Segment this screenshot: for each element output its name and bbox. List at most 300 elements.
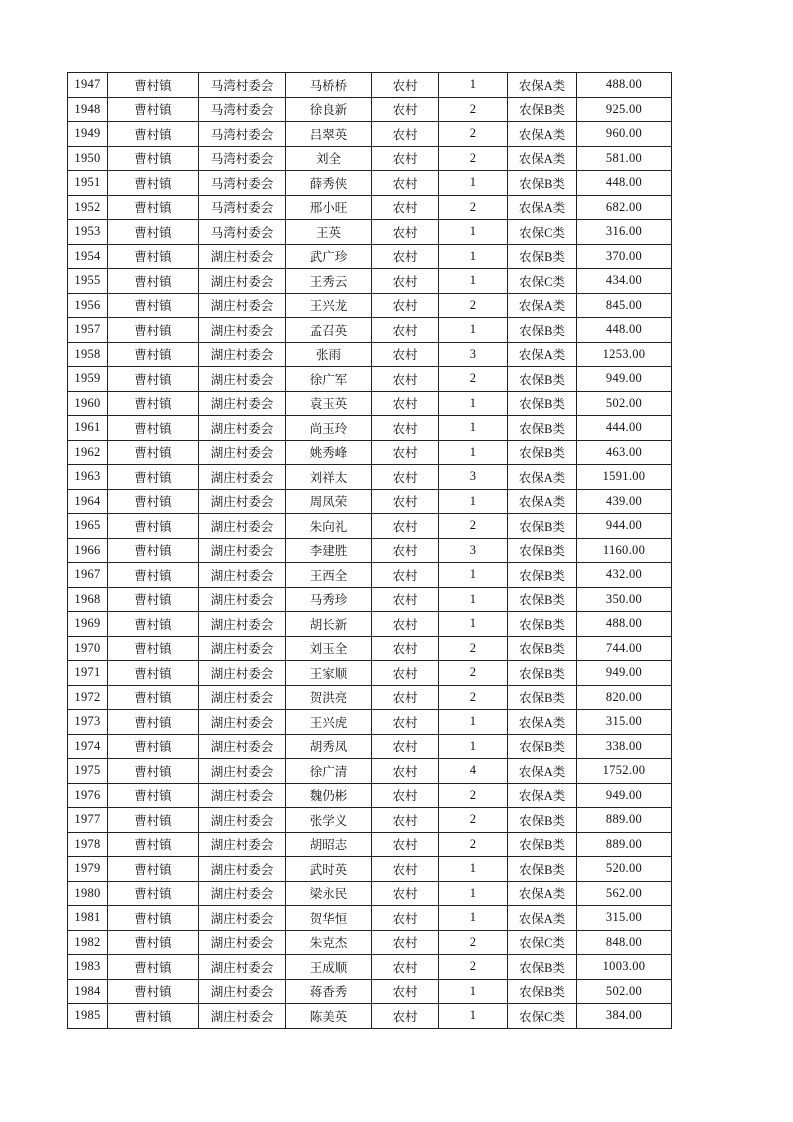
household-type-cell: 农村 (372, 955, 439, 980)
family-size-cell: 2 (439, 122, 508, 147)
insurance-category-cell: 农保C类 (508, 220, 577, 245)
household-type-cell: 农村 (372, 220, 439, 245)
township-cell: 曹村镇 (108, 195, 199, 220)
person-name-cell: 尚玉玲 (286, 416, 372, 441)
table-row (68, 1004, 672, 1029)
row-number-cell: 1958 (68, 342, 108, 367)
row-number-cell: 1970 (68, 636, 108, 661)
row-number-cell: 1968 (68, 587, 108, 612)
amount-cell: 488.00 (577, 612, 672, 637)
village-committee-cell: 湖庄村委会 (199, 808, 286, 833)
township-cell: 曹村镇 (108, 661, 199, 686)
row-number-cell: 1977 (68, 808, 108, 833)
insurance-category-cell: 农保B类 (508, 97, 577, 122)
data-table (67, 72, 672, 1029)
person-name-cell: 马桥桥 (286, 73, 372, 98)
table-row (68, 465, 672, 490)
amount-cell: 1160.00 (577, 538, 672, 563)
row-number-cell: 1981 (68, 906, 108, 931)
village-committee-cell: 湖庄村委会 (199, 955, 286, 980)
village-committee-cell: 湖庄村委会 (199, 440, 286, 465)
amount-cell: 502.00 (577, 391, 672, 416)
township-cell: 曹村镇 (108, 979, 199, 1004)
person-name-cell: 蒋香秀 (286, 979, 372, 1004)
township-cell: 曹村镇 (108, 73, 199, 98)
township-cell: 曹村镇 (108, 97, 199, 122)
insurance-category-cell: 农保C类 (508, 930, 577, 955)
insurance-category-cell: 农保A类 (508, 881, 577, 906)
family-size-cell: 1 (439, 269, 508, 294)
person-name-cell: 马秀珍 (286, 587, 372, 612)
person-name-cell: 刘祥太 (286, 465, 372, 490)
amount-cell: 448.00 (577, 171, 672, 196)
table-row (68, 391, 672, 416)
insurance-category-cell: 农保B类 (508, 636, 577, 661)
township-cell: 曹村镇 (108, 538, 199, 563)
row-number-cell: 1964 (68, 489, 108, 514)
village-committee-cell: 湖庄村委会 (199, 636, 286, 661)
village-committee-cell: 湖庄村委会 (199, 538, 286, 563)
table-row (68, 146, 672, 171)
amount-cell: 439.00 (577, 489, 672, 514)
household-type-cell: 农村 (372, 440, 439, 465)
table-body (68, 73, 672, 1029)
insurance-category-cell: 农保B类 (508, 440, 577, 465)
household-type-cell: 农村 (372, 416, 439, 441)
household-type-cell: 农村 (372, 391, 439, 416)
family-size-cell: 1 (439, 318, 508, 343)
household-type-cell: 农村 (372, 759, 439, 784)
table-row (68, 538, 672, 563)
insurance-category-cell: 农保C类 (508, 269, 577, 294)
village-committee-cell: 湖庄村委会 (199, 906, 286, 931)
household-type-cell: 农村 (372, 979, 439, 1004)
table-row (68, 710, 672, 735)
person-name-cell: 徐广军 (286, 367, 372, 392)
township-cell: 曹村镇 (108, 342, 199, 367)
insurance-category-cell: 农保B类 (508, 734, 577, 759)
family-size-cell: 1 (439, 1004, 508, 1029)
household-type-cell: 农村 (372, 465, 439, 490)
row-number-cell: 1978 (68, 832, 108, 857)
family-size-cell: 2 (439, 783, 508, 808)
amount-cell: 315.00 (577, 906, 672, 931)
insurance-category-cell: 农保B类 (508, 367, 577, 392)
family-size-cell: 2 (439, 808, 508, 833)
insurance-category-cell: 农保A类 (508, 73, 577, 98)
household-type-cell: 农村 (372, 195, 439, 220)
insurance-category-cell: 农保B类 (508, 955, 577, 980)
household-type-cell: 农村 (372, 269, 439, 294)
table-row (68, 97, 672, 122)
family-size-cell: 2 (439, 514, 508, 539)
row-number-cell: 1953 (68, 220, 108, 245)
village-committee-cell: 马湾村委会 (199, 171, 286, 196)
amount-cell: 370.00 (577, 244, 672, 269)
household-type-cell: 农村 (372, 73, 439, 98)
household-type-cell: 农村 (372, 906, 439, 931)
amount-cell: 502.00 (577, 979, 672, 1004)
amount-cell: 845.00 (577, 293, 672, 318)
village-committee-cell: 马湾村委会 (199, 73, 286, 98)
person-name-cell: 武时英 (286, 857, 372, 882)
row-number-cell: 1962 (68, 440, 108, 465)
township-cell: 曹村镇 (108, 710, 199, 735)
person-name-cell: 吕翠英 (286, 122, 372, 147)
person-name-cell: 王兴龙 (286, 293, 372, 318)
person-name-cell: 王西全 (286, 563, 372, 588)
row-number-cell: 1976 (68, 783, 108, 808)
family-size-cell: 2 (439, 636, 508, 661)
family-size-cell: 3 (439, 538, 508, 563)
household-type-cell: 农村 (372, 783, 439, 808)
family-size-cell: 1 (439, 857, 508, 882)
township-cell: 曹村镇 (108, 685, 199, 710)
table-row (68, 881, 672, 906)
family-size-cell: 1 (439, 734, 508, 759)
insurance-category-cell: 农保A类 (508, 906, 577, 931)
family-size-cell: 2 (439, 955, 508, 980)
village-committee-cell: 湖庄村委会 (199, 244, 286, 269)
family-size-cell: 1 (439, 710, 508, 735)
row-number-cell: 1972 (68, 685, 108, 710)
person-name-cell: 朱克杰 (286, 930, 372, 955)
household-type-cell: 农村 (372, 734, 439, 759)
table-row (68, 783, 672, 808)
family-size-cell: 2 (439, 97, 508, 122)
insurance-category-cell: 农保B类 (508, 416, 577, 441)
row-number-cell: 1955 (68, 269, 108, 294)
person-name-cell: 袁玉英 (286, 391, 372, 416)
person-name-cell: 邢小旺 (286, 195, 372, 220)
township-cell: 曹村镇 (108, 146, 199, 171)
township-cell: 曹村镇 (108, 857, 199, 882)
township-cell: 曹村镇 (108, 244, 199, 269)
household-type-cell: 农村 (372, 710, 439, 735)
table-row (68, 489, 672, 514)
township-cell: 曹村镇 (108, 122, 199, 147)
household-type-cell: 农村 (372, 661, 439, 686)
township-cell: 曹村镇 (108, 220, 199, 245)
township-cell: 曹村镇 (108, 416, 199, 441)
township-cell: 曹村镇 (108, 881, 199, 906)
table-row (68, 587, 672, 612)
amount-cell: 315.00 (577, 710, 672, 735)
table-row (68, 979, 672, 1004)
row-number-cell: 1947 (68, 73, 108, 98)
township-cell: 曹村镇 (108, 293, 199, 318)
village-committee-cell: 湖庄村委会 (199, 881, 286, 906)
person-name-cell: 胡长新 (286, 612, 372, 637)
village-committee-cell: 湖庄村委会 (199, 391, 286, 416)
table-row (68, 612, 672, 637)
township-cell: 曹村镇 (108, 367, 199, 392)
person-name-cell: 薛秀侠 (286, 171, 372, 196)
village-committee-cell: 湖庄村委会 (199, 1004, 286, 1029)
village-committee-cell: 湖庄村委会 (199, 489, 286, 514)
person-name-cell: 周凤荣 (286, 489, 372, 514)
amount-cell: 444.00 (577, 416, 672, 441)
village-committee-cell: 湖庄村委会 (199, 293, 286, 318)
row-number-cell: 1956 (68, 293, 108, 318)
household-type-cell: 农村 (372, 293, 439, 318)
table-row (68, 514, 672, 539)
row-number-cell: 1980 (68, 881, 108, 906)
family-size-cell: 1 (439, 906, 508, 931)
person-name-cell: 刘玉全 (286, 636, 372, 661)
household-type-cell: 农村 (372, 122, 439, 147)
person-name-cell: 张雨 (286, 342, 372, 367)
table-row (68, 440, 672, 465)
household-type-cell: 农村 (372, 514, 439, 539)
family-size-cell: 1 (439, 979, 508, 1004)
village-committee-cell: 马湾村委会 (199, 122, 286, 147)
table-row (68, 808, 672, 833)
person-name-cell: 张学义 (286, 808, 372, 833)
township-cell: 曹村镇 (108, 930, 199, 955)
amount-cell: 820.00 (577, 685, 672, 710)
township-cell: 曹村镇 (108, 636, 199, 661)
insurance-category-cell: 农保B类 (508, 587, 577, 612)
row-number-cell: 1957 (68, 318, 108, 343)
village-committee-cell: 湖庄村委会 (199, 734, 286, 759)
insurance-category-cell: 农保A类 (508, 465, 577, 490)
village-committee-cell: 湖庄村委会 (199, 587, 286, 612)
family-size-cell: 1 (439, 563, 508, 588)
person-name-cell: 李建胜 (286, 538, 372, 563)
insurance-category-cell: 农保A类 (508, 489, 577, 514)
amount-cell: 350.00 (577, 587, 672, 612)
row-number-cell: 1951 (68, 171, 108, 196)
amount-cell: 949.00 (577, 367, 672, 392)
row-number-cell: 1985 (68, 1004, 108, 1029)
table-row (68, 930, 672, 955)
township-cell: 曹村镇 (108, 612, 199, 637)
row-number-cell: 1954 (68, 244, 108, 269)
person-name-cell: 贺华恒 (286, 906, 372, 931)
person-name-cell: 武广珍 (286, 244, 372, 269)
amount-cell: 581.00 (577, 146, 672, 171)
village-committee-cell: 湖庄村委会 (199, 759, 286, 784)
table-row (68, 220, 672, 245)
village-committee-cell: 湖庄村委会 (199, 685, 286, 710)
family-size-cell: 1 (439, 73, 508, 98)
row-number-cell: 1967 (68, 563, 108, 588)
family-size-cell: 1 (439, 416, 508, 441)
township-cell: 曹村镇 (108, 587, 199, 612)
row-number-cell: 1983 (68, 955, 108, 980)
insurance-category-cell: 农保B类 (508, 391, 577, 416)
table-row (68, 636, 672, 661)
row-number-cell: 1949 (68, 122, 108, 147)
amount-cell: 682.00 (577, 195, 672, 220)
township-cell: 曹村镇 (108, 391, 199, 416)
family-size-cell: 2 (439, 367, 508, 392)
insurance-category-cell: 农保A类 (508, 293, 577, 318)
township-cell: 曹村镇 (108, 269, 199, 294)
household-type-cell: 农村 (372, 171, 439, 196)
township-cell: 曹村镇 (108, 465, 199, 490)
insurance-category-cell: 农保A类 (508, 146, 577, 171)
family-size-cell: 2 (439, 146, 508, 171)
village-committee-cell: 湖庄村委会 (199, 416, 286, 441)
family-size-cell: 2 (439, 832, 508, 857)
table-row (68, 685, 672, 710)
row-number-cell: 1966 (68, 538, 108, 563)
village-committee-cell: 湖庄村委会 (199, 563, 286, 588)
table-row (68, 955, 672, 980)
person-name-cell: 朱向礼 (286, 514, 372, 539)
row-number-cell: 1948 (68, 97, 108, 122)
table-row (68, 661, 672, 686)
family-size-cell: 3 (439, 465, 508, 490)
amount-cell: 949.00 (577, 661, 672, 686)
amount-cell: 1003.00 (577, 955, 672, 980)
row-number-cell: 1975 (68, 759, 108, 784)
village-committee-cell: 湖庄村委会 (199, 979, 286, 1004)
village-committee-cell: 湖庄村委会 (199, 930, 286, 955)
person-name-cell: 王英 (286, 220, 372, 245)
person-name-cell: 胡昭志 (286, 832, 372, 857)
person-name-cell: 刘全 (286, 146, 372, 171)
insurance-category-cell: 农保B类 (508, 563, 577, 588)
household-type-cell: 农村 (372, 489, 439, 514)
household-type-cell: 农村 (372, 612, 439, 637)
amount-cell: 463.00 (577, 440, 672, 465)
amount-cell: 889.00 (577, 808, 672, 833)
table-row (68, 367, 672, 392)
row-number-cell: 1979 (68, 857, 108, 882)
family-size-cell: 3 (439, 342, 508, 367)
amount-cell: 949.00 (577, 783, 672, 808)
family-size-cell: 2 (439, 685, 508, 710)
township-cell: 曹村镇 (108, 171, 199, 196)
table-row (68, 244, 672, 269)
row-number-cell: 1961 (68, 416, 108, 441)
household-type-cell: 农村 (372, 808, 439, 833)
village-committee-cell: 湖庄村委会 (199, 832, 286, 857)
amount-cell: 448.00 (577, 318, 672, 343)
family-size-cell: 2 (439, 195, 508, 220)
row-number-cell: 1959 (68, 367, 108, 392)
amount-cell: 925.00 (577, 97, 672, 122)
township-cell: 曹村镇 (108, 1004, 199, 1029)
row-number-cell: 1952 (68, 195, 108, 220)
person-name-cell: 王家顺 (286, 661, 372, 686)
household-type-cell: 农村 (372, 685, 439, 710)
village-committee-cell: 湖庄村委会 (199, 710, 286, 735)
household-type-cell: 农村 (372, 857, 439, 882)
table-row (68, 171, 672, 196)
table-row (68, 759, 672, 784)
township-cell: 曹村镇 (108, 783, 199, 808)
village-committee-cell: 湖庄村委会 (199, 367, 286, 392)
person-name-cell: 孟召英 (286, 318, 372, 343)
township-cell: 曹村镇 (108, 832, 199, 857)
family-size-cell: 1 (439, 220, 508, 245)
insurance-category-cell: 农保A类 (508, 710, 577, 735)
village-committee-cell: 马湾村委会 (199, 195, 286, 220)
insurance-category-cell: 农保A类 (508, 783, 577, 808)
township-cell: 曹村镇 (108, 514, 199, 539)
family-size-cell: 1 (439, 244, 508, 269)
person-name-cell: 徐广清 (286, 759, 372, 784)
amount-cell: 338.00 (577, 734, 672, 759)
insurance-category-cell: 农保B类 (508, 318, 577, 343)
family-size-cell: 1 (439, 587, 508, 612)
township-cell: 曹村镇 (108, 759, 199, 784)
household-type-cell: 农村 (372, 318, 439, 343)
insurance-category-cell: 农保C类 (508, 1004, 577, 1029)
township-cell: 曹村镇 (108, 734, 199, 759)
village-committee-cell: 湖庄村委会 (199, 612, 286, 637)
township-cell: 曹村镇 (108, 955, 199, 980)
table-row (68, 195, 672, 220)
amount-cell: 520.00 (577, 857, 672, 882)
row-number-cell: 1963 (68, 465, 108, 490)
family-size-cell: 4 (439, 759, 508, 784)
person-name-cell: 王兴虎 (286, 710, 372, 735)
family-size-cell: 1 (439, 612, 508, 637)
township-cell: 曹村镇 (108, 440, 199, 465)
township-cell: 曹村镇 (108, 489, 199, 514)
village-committee-cell: 湖庄村委会 (199, 465, 286, 490)
row-number-cell: 1984 (68, 979, 108, 1004)
amount-cell: 434.00 (577, 269, 672, 294)
row-number-cell: 1974 (68, 734, 108, 759)
person-name-cell: 王秀云 (286, 269, 372, 294)
table-row (68, 122, 672, 147)
household-type-cell: 农村 (372, 244, 439, 269)
insurance-category-cell: 农保B类 (508, 171, 577, 196)
household-type-cell: 农村 (372, 342, 439, 367)
amount-cell: 316.00 (577, 220, 672, 245)
insurance-category-cell: 农保B类 (508, 832, 577, 857)
person-name-cell: 梁永民 (286, 881, 372, 906)
row-number-cell: 1971 (68, 661, 108, 686)
village-committee-cell: 湖庄村委会 (199, 269, 286, 294)
amount-cell: 848.00 (577, 930, 672, 955)
household-type-cell: 农村 (372, 930, 439, 955)
table-row (68, 269, 672, 294)
family-size-cell: 1 (439, 171, 508, 196)
amount-cell: 889.00 (577, 832, 672, 857)
village-committee-cell: 湖庄村委会 (199, 783, 286, 808)
family-size-cell: 2 (439, 930, 508, 955)
person-name-cell: 胡秀凤 (286, 734, 372, 759)
person-name-cell: 徐良新 (286, 97, 372, 122)
amount-cell: 562.00 (577, 881, 672, 906)
table-row (68, 857, 672, 882)
insurance-category-cell: 农保A类 (508, 342, 577, 367)
household-type-cell: 农村 (372, 881, 439, 906)
insurance-category-cell: 农保B类 (508, 808, 577, 833)
household-type-cell: 农村 (372, 587, 439, 612)
amount-cell: 1253.00 (577, 342, 672, 367)
household-type-cell: 农村 (372, 97, 439, 122)
amount-cell: 488.00 (577, 73, 672, 98)
person-name-cell: 贺洪亮 (286, 685, 372, 710)
insurance-category-cell: 农保B类 (508, 244, 577, 269)
village-committee-cell: 湖庄村委会 (199, 342, 286, 367)
insurance-category-cell: 农保A类 (508, 195, 577, 220)
table-row (68, 563, 672, 588)
row-number-cell: 1950 (68, 146, 108, 171)
row-number-cell: 1982 (68, 930, 108, 955)
insurance-category-cell: 农保B类 (508, 685, 577, 710)
household-type-cell: 农村 (372, 367, 439, 392)
table-row (68, 342, 672, 367)
